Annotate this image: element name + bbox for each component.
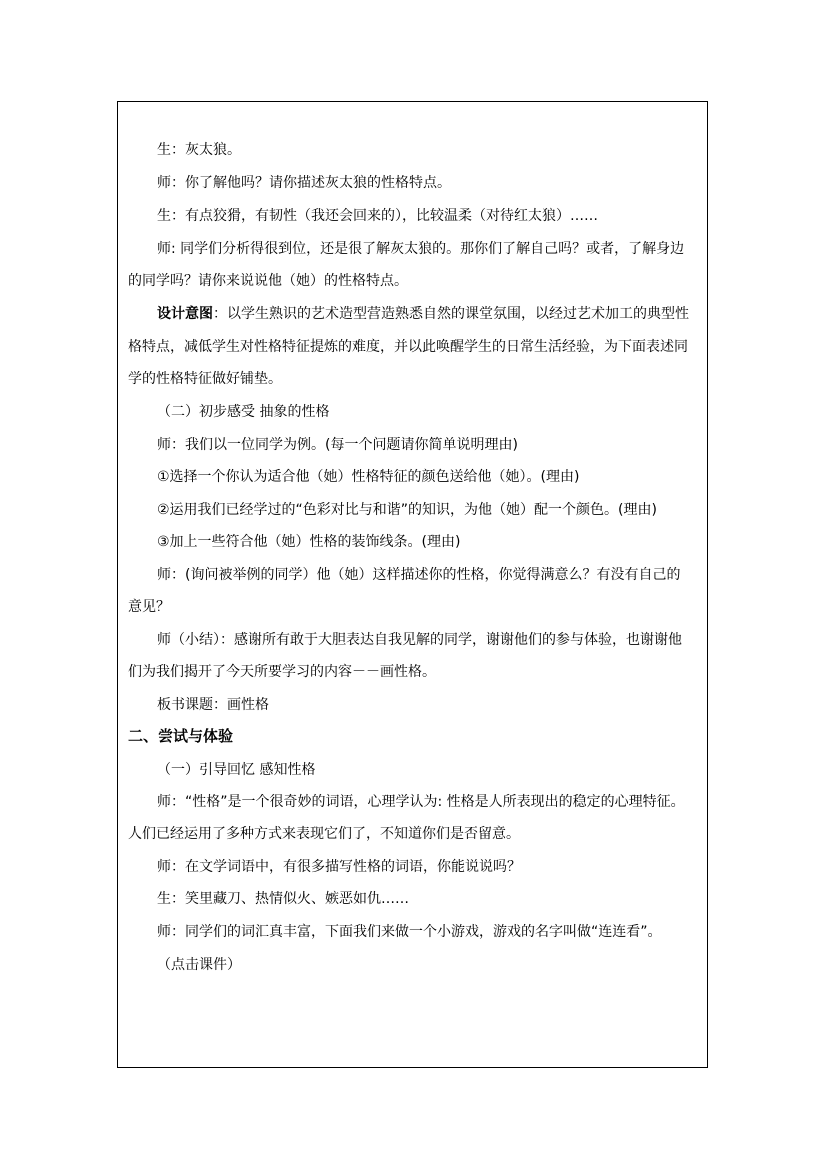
section-subheading: （二）初步感受 抽象的性格 [157, 404, 330, 420]
dialogue-line: 师：“性格”是一个很奇妙的词语，心理学认为: 性格是人所表现出的稳定的心理特征。 [157, 794, 685, 810]
dialogue-line: 生：笑里藏刀、热情似火、嫉恶如仇…… [157, 891, 409, 907]
section-subheading: （一）引导回忆 感知性格 [157, 762, 316, 778]
dialogue-line: （点击课件） [157, 957, 241, 973]
question-item: ①选择一个你认为适合他（她）性格特征的颜色送给他（她）。(理由) [157, 469, 580, 485]
dialogue-line: 人们已经运用了多种方式来表现它们了，不知道你们是否留意。 [128, 826, 520, 842]
dialogue-line: 师：我们以一位同学为例。(每一个问题请你简单说明理由) [157, 437, 518, 453]
dialogue-line: 意见？ [128, 599, 170, 615]
dialogue-line: 们为我们揭开了今天所要学习的内容－－画性格。 [128, 664, 436, 680]
dialogue-line: 师: 同学们分析得很到位，还是很了解灰太狼的。那你们了解自己吗？或者，了解身边 [157, 241, 685, 257]
design-intent-text: ：以学生熟识的艺术造型营造熟悉自然的课堂氛围，以经过艺术加工的典型性 [213, 306, 689, 322]
design-intent-paragraph [157, 306, 689, 322]
dialogue-line: 的同学吗？请你来说说他（她）的性格特点。 [128, 273, 408, 289]
dialogue-line: 师：你了解他吗？请你描述灰太狼的性格特点。 [157, 175, 451, 191]
board-title-line: 板书课题：画性格 [157, 697, 269, 713]
design-intent-line: 格特点，减低学生对性格特征提炼的难度，并以此唤醒学生的日常生活经验，为下面表述同 [128, 339, 688, 355]
dialogue-line: 师：同学们的词汇真丰富，下面我们来做一个小游戏，游戏的名字叫做“连连看”。 [157, 924, 662, 940]
dialogue-line: 师：(询问被举例的同学）他（她）这样描述你的性格，你觉得满意么？有没有自己的 [157, 567, 681, 583]
dialogue-line: 生：有点狡猾，有韧性（我还会回来的），比较温柔（对待红太狼）…… [157, 208, 598, 224]
dialogue-line: 生：灰太狼。 [157, 142, 241, 158]
dialogue-line: 师：在文学词语中，有很多描写性格的词语，你能说说吗？ [157, 859, 521, 875]
lesson-plan-table-cell [117, 101, 708, 1068]
dialogue-line: 师（小结）：感谢所有敢于大胆表达自我见解的同学，谢谢他们的参与体验，也谢谢他 [157, 632, 682, 648]
section-heading: 二、尝试与体验 [128, 727, 234, 745]
design-intent-label: 设计意图 [157, 306, 213, 322]
design-intent-line: 学的性格特征做好铺垫。 [128, 371, 282, 387]
question-item: ③加上一些符合他（她）性格的装饰线条。(理由) [157, 534, 461, 550]
question-item: ②运用我们已经学过的“色彩对比与和谐”的知识，为他（她）配一个颜色。(理由) [157, 502, 657, 518]
